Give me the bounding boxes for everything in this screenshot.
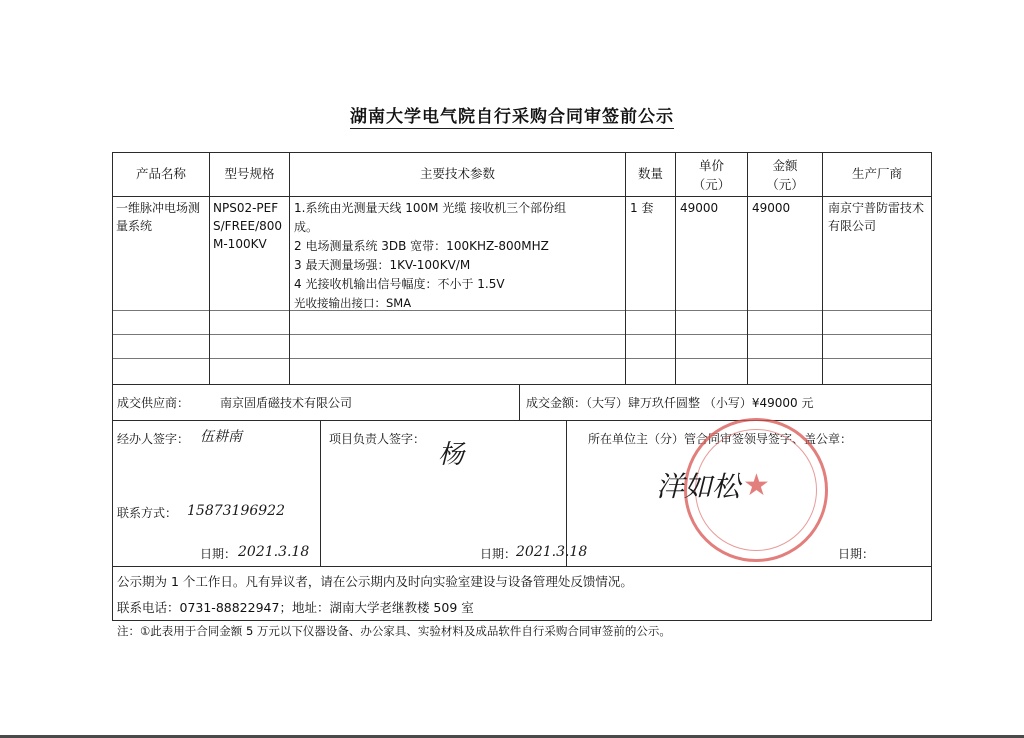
supplier-name: 南京固盾磁技术有限公司	[220, 396, 353, 410]
header-model: 型号规格	[224, 166, 275, 181]
cell-qty: 1 套	[630, 201, 654, 215]
spec-line: 1.系统由光测量天线 100M 光缆 接收机三个部份组	[294, 201, 567, 215]
header-amount-unit: （元）	[766, 177, 804, 192]
contact-label: 联系方式：	[117, 506, 178, 520]
project-lead-label: 项目负责人签字：	[329, 432, 426, 446]
contact-phone: 15873196922	[187, 503, 285, 519]
project-lead-signature: 杨	[438, 440, 465, 470]
header-manufacturer: 生产厂商	[851, 166, 902, 181]
header-qty: 数量	[637, 166, 663, 181]
official-seal: ★	[684, 418, 828, 562]
spec-line: 4 光接收机输出信号幅度：不小于 1.5V	[294, 277, 505, 291]
date2-label: 日期：	[480, 547, 517, 561]
date3-label: 日期：	[838, 547, 875, 561]
cell-amount: 49000	[752, 201, 791, 215]
deal-amount: 成交金额：（大写）肆万玖仟圆整 （小写）¥49000 元	[526, 396, 814, 410]
footnote: 注：①此表用于合同金额 5 万元以下仪器设备、办公家具、实验材料及成品软件自行采购合同审签前的公示。	[117, 624, 671, 638]
header-product: 产品名称	[135, 166, 186, 181]
document-title: 湖南大学电气院自行采购合同审签前公示	[350, 107, 674, 127]
cell-manufacturer: 南京宁普防雷技术有限公司	[828, 201, 925, 233]
spec-line: 2 电场测量系统 3DB 宽带：100KHZ-800MHZ	[294, 239, 549, 253]
spec-line: 成。	[294, 220, 319, 234]
cell-unit-price: 49000	[680, 201, 719, 215]
header-specs: 主要技术参数	[419, 166, 495, 181]
unit-leader-label: 所在单位主（分）管合同审签领导签字、盖公章：	[588, 432, 853, 446]
supplier-label: 成交供应商：	[117, 396, 190, 410]
handler-label: 经办人签字：	[117, 432, 190, 446]
unit-leader-signature: 洋如松	[656, 470, 741, 503]
spec-line: 光收接输出接口：SMA	[294, 296, 412, 310]
cell-product: 一维脉冲电场测量系统	[116, 201, 201, 233]
handler-signature: 伍耕南	[200, 429, 242, 445]
cell-model: NPS02-PEFS/FREE/800M-100KV	[213, 201, 283, 251]
notice-text: 公示期为 1 个工作日。凡有异议者，请在公示期内及时向实验室建设与设备管理处反馈情况。	[117, 574, 633, 589]
date2-value: 2021.3.18	[516, 544, 588, 560]
header-unit-price: 单价	[698, 158, 724, 173]
contact-info: 联系电话：0731-88822947；地址：湖南大学老继教楼 509 室	[117, 600, 474, 615]
spec-line: 3 最天测量场强：1KV-100KV/M	[294, 258, 471, 272]
date1-label: 日期：	[200, 547, 237, 561]
date1-value: 2021.3.18	[238, 544, 310, 560]
header-unit-price-unit: （元）	[692, 177, 731, 192]
header-amount: 金额	[772, 158, 798, 173]
